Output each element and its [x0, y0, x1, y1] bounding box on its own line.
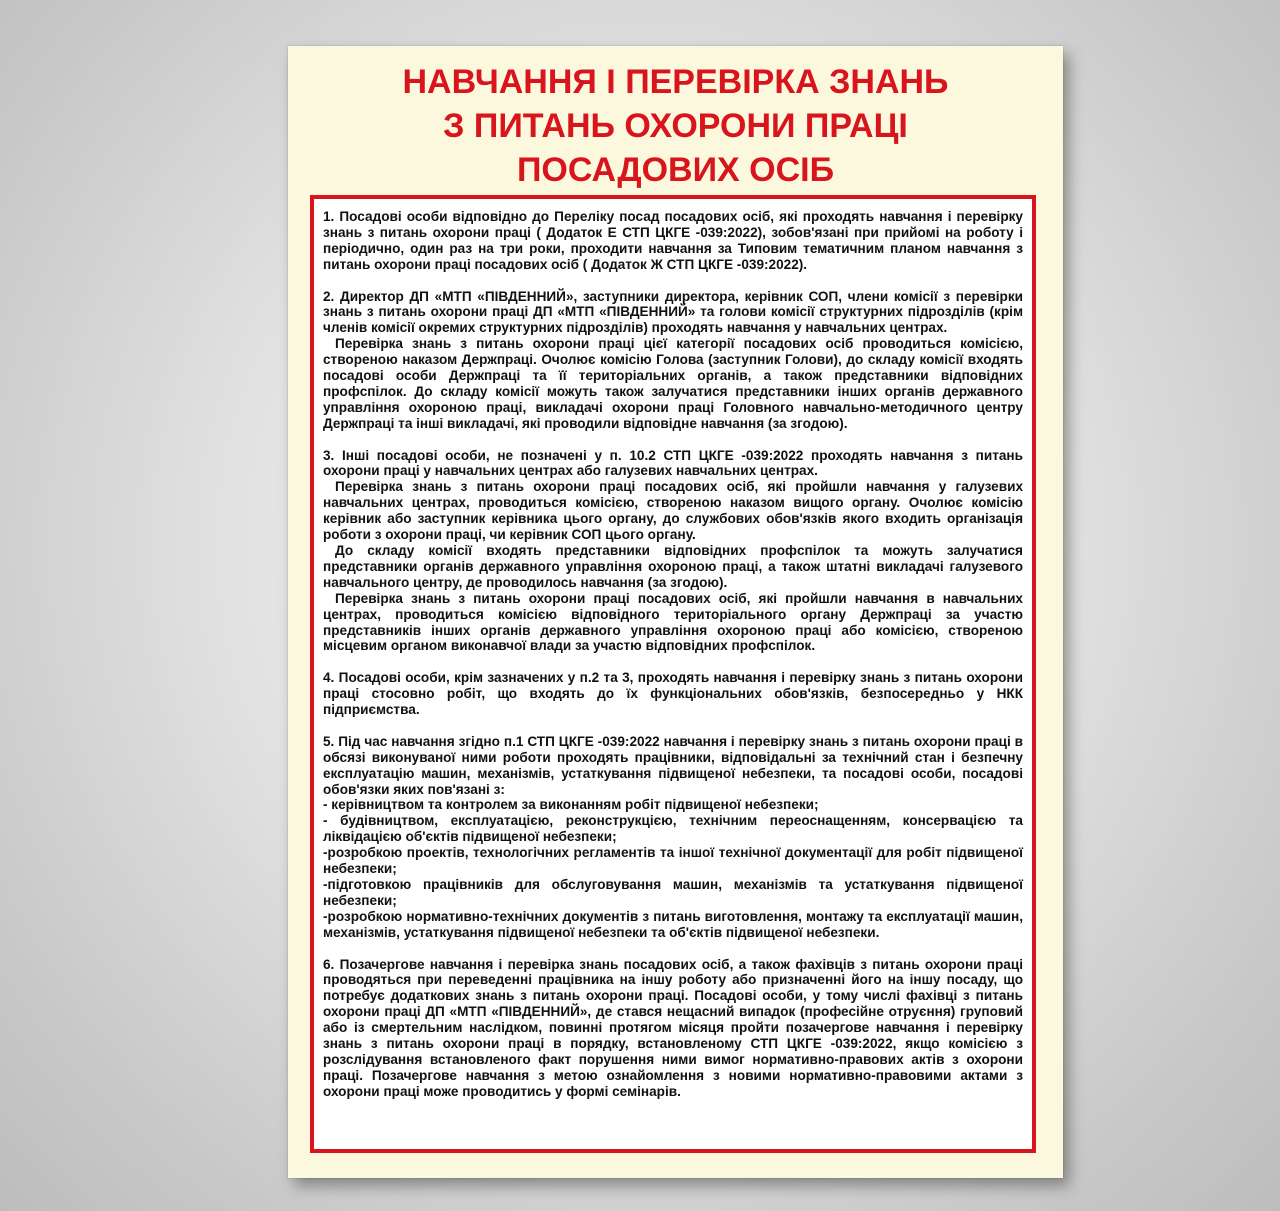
- paragraph: Перевірка знань з питань охорони праці посадових осіб, які пройшли навчання в навчальних центрах, проводиться комісією відповідного територіального органу Держпраці за участю представників інших органів державного управління охороною праці або комісією, створеною місцевим органом виконавчої влади за участю відповідних профспілок.: [323, 590, 1023, 654]
- paragraph: 1. Посадові особи відповідно до Переліку посад посадових осіб, які проходять навчання і перевірку знань з питань охорони праці ( Додаток Е СТП ЦКГЕ -039:2022), зобов'язані при прийомі на роботу і періодично, один раз на три роки, проходити навчання за Типовим тематичним планом навчання з питань охорони праці посадових осіб ( Додаток Ж СТП ЦКГЕ -039:2022).: [323, 209, 1023, 272]
- poster-text: [323, 209, 1023, 1116]
- section-4: [323, 670, 1023, 718]
- poster-text-frame: [310, 195, 1036, 1153]
- poster-title-line: З ПИТАНЬ ОХОРОНИ ПРАЦІ: [443, 107, 908, 145]
- section-2: [323, 289, 1023, 432]
- list-item: -розробкою нормативно-технічних документів з питань виготовлення, монтажу та експлуатації машин, механізмів, устаткування підвищеної небезпеки та об'єктів підвищеної небезпеки.: [323, 908, 1023, 940]
- poster-title-line: НАВЧАННЯ І ПЕРЕВІРКА ЗНАНЬ: [402, 63, 949, 101]
- paragraph: До складу комісії входять представники відповідних профспілок та можуть залучатися представники органів державного управління охороною праці, а також штатні викладачі галузевого навчального центру, де проводилось навчання (за згодою).: [323, 543, 1023, 590]
- paragraph: 3. Інші посадові особи, не позначені у п. 10.2 СТП ЦКГЕ -039:2022 проходять навчання з питань охорони праці у навчальних центрах або галузевих навчальних центрах.: [323, 447, 1023, 479]
- paragraph: Перевірка знань з питань охорони праці цієї категорії посадових осіб проводиться комісією, створеною наказом Держпраці. Очолює комісію Голова (заступник Голови), до складу комісії входять посадові особи Держпраці та її територіальних органів, а також представники відповідних профспілок. До складу комісії можуть також залучатися представники інших органів державного управління охороною праці, викладачі охорони праці Головного навчально-методичного центру Держпраці та інші викладачі, які проводили відповідне навчання (за згодою).: [323, 336, 1023, 431]
- paragraph: 6. Позачергове навчання і перевірка знань посадових осіб, а також фахівців з питань охорони праці проводяться при переведенні працівника на іншу роботу або призначенні його на іншу посаду, що потребує додаткових знань з питань охорони праці. Посадові особи, у тому числі фахівці з питань охорони праці ДП «МТП «ПІВДЕННИЙ», де стався нещасний випадок (професійне отруєння) груповий або із смертельним наслідком, повинні протягом місяця пройти позачергове навчання і перевірку знань з питань охорони праці в порядку, встановленому СТП ЦКГЕ -039:2022, якщо комісією з розслідування встановленого факт порушення ними вимог нормативно-правових актів з охорони праці. Позачергове навчання з метою ознайомлення з новими нормативно-правовими актами з охорони праці може проводитись у формі семінарів.: [323, 956, 1023, 1099]
- list-item: - будівництвом, експлуатацією, реконструкцією, технічним переоснащенням, консервацією та ліквідацією об'єктів підвищеної небезпеки;: [323, 813, 1023, 845]
- list-item: -підготовкою працівників для обслуговування машин, механізмів та устаткування підвищеної небезпеки;: [323, 877, 1023, 908]
- section-6: [323, 957, 1023, 1100]
- poster-title: [288, 60, 1063, 192]
- paragraph: 2. Директор ДП «МТП «ПІВДЕННИЙ», заступники директора, керівник СОП, члени комісії з перевірки знань з питань охорони праці ДП «МТП «ПІВДЕННИЙ» та голови комісії структурних підрозділів (крім членів комісії окремих структурних підрозділів) проходять навчання у навчальних центрах.: [323, 288, 1023, 336]
- list-item: -розробкою проектів, технологічних регламентів та іншої технічної документації для робіт підвищеної небезпеки;: [323, 845, 1023, 877]
- poster-title-line: ПОСАДОВИХ ОСІБ: [516, 151, 835, 189]
- section-3: [323, 448, 1023, 655]
- paragraph: 5. Під час навчання згідно п.1 СТП ЦКГЕ -039:2022 навчання і перевірку знань з питань охорони праці в обсязі виконуваної ними роботи проходять працівники, відповідальні за технічний стан і безпечну експлуатацію машин, механізмів, устаткування підвищеної небезпеки, та посадові особи, посадові обов'язки яких пов'язані з:: [323, 733, 1023, 797]
- safety-poster: [288, 46, 1063, 1178]
- section-5: [323, 734, 1023, 941]
- paragraph: Перевірка знань з питань охорони праці посадових осіб, які пройшли навчання у галузевих навчальних центрах, проводиться комісією, створеною наказом вищого органу. Очолює комісію керівник або заступник керівника цього органу, до службових обов'язків якого входить організація роботи з охорони праці, чи керівник СОП цього органу.: [323, 479, 1023, 543]
- list-item: - керівництвом та контролем за виконанням робіт підвищеної небезпеки;: [323, 797, 819, 813]
- section-1: [323, 209, 1023, 273]
- paragraph: 4. Посадові особи, крім зазначених у п.2 та 3, проходять навчання і перевірку знань з питань охорони праці стосовно робіт, що входять до їх функціональних обов'язків, безпосередньо у НКК підприємства.: [323, 670, 1023, 718]
